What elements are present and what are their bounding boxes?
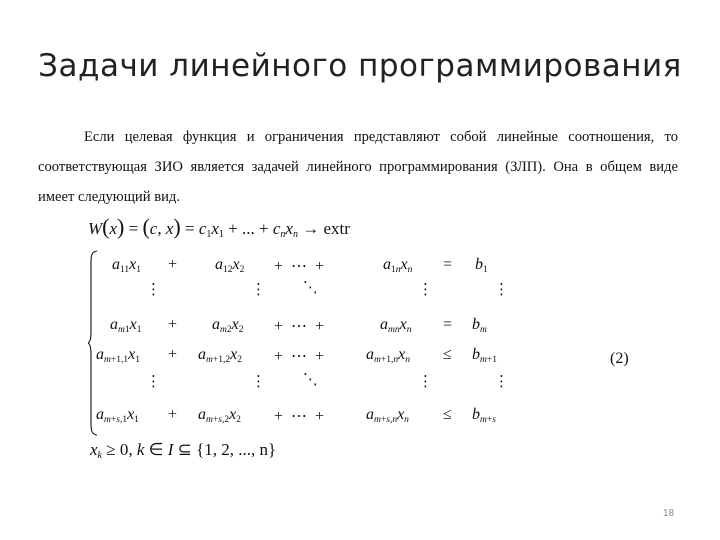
vdots-rhs-b: ⋮: [494, 372, 509, 390]
rowm-relation: =: [443, 316, 453, 333]
page-number: 18: [663, 508, 675, 519]
equation-number: (2): [610, 350, 629, 367]
rowm1-relation: ≤: [443, 346, 452, 363]
rowm-rhs: $b_m$: [472, 316, 487, 335]
rowm-dots: + ⋯ +: [274, 318, 325, 335]
vdots-coln-b: ⋮: [418, 372, 433, 390]
rowms-term2: $a_{m+s,2}x_2$: [198, 406, 241, 425]
rowms-termn: $a_{m+s,n}x_n$: [366, 406, 409, 425]
vdots-col2: ⋮: [251, 280, 266, 298]
rowm1-plus1: +: [168, 346, 178, 363]
row1-termn: $a_{1n}x_n$: [383, 256, 413, 275]
row1-relation: =: [443, 256, 453, 273]
rowms-plus1: +: [168, 406, 178, 423]
row1-term1: $a_{11}x_1$: [112, 256, 142, 275]
slide-title: Задачи линейного программирования: [38, 48, 682, 84]
index-set: {1, 2, ..., n}: [196, 440, 277, 459]
vdots-col1-b: ⋮: [146, 372, 161, 390]
rowm1-term1: $a_{m+1,1}x_1$: [96, 346, 140, 365]
row1-rhs: $b_1$: [475, 256, 488, 275]
ddots: ⋱: [303, 278, 318, 296]
rowm1-dots: + ⋯ +: [274, 348, 325, 365]
nonneg-condition: $x_k \ge 0$, k ∈ I ⊆ {1, 2, ..., n}: [90, 440, 277, 461]
row1-plus1: +: [168, 256, 178, 273]
intro-paragraph: [38, 122, 678, 212]
rowm1-rhs: $b_{m+1}$: [472, 346, 497, 365]
rowm-term2: $a_{m2}x_2$: [212, 316, 244, 335]
rowm-plus1: +: [168, 316, 178, 333]
nonneg-rel: ≥ 0,: [106, 440, 133, 459]
objective-function: W(x) = (c, $x) = c_1x_1$ + ... + $c_nx_n$ → extr: [88, 214, 350, 240]
objective-operator: → extr: [302, 219, 350, 238]
row1-term2: $a_{12}x_2$: [215, 256, 245, 275]
ddots-b: ⋱: [303, 370, 318, 388]
vdots-col1: ⋮: [146, 280, 161, 298]
rowm1-term2: $a_{m+1,2}x_2$: [198, 346, 242, 365]
rowms-term1: $a_{m+s,1}x_1$: [96, 406, 139, 425]
rowms-relation: ≤: [443, 406, 452, 423]
rowm1-termn: $a_{m+1,n}x_n$: [366, 346, 410, 365]
rowm-termn: $a_{mn}x_n$: [380, 316, 412, 335]
vdots-col2-b: ⋮: [251, 372, 266, 390]
vdots-coln: ⋮: [418, 280, 433, 298]
rowm-term1: $a_{m1}x_1$: [110, 316, 142, 335]
rowms-dots: + ⋯ +: [274, 408, 325, 425]
intro-paragraph-text: Если целевая функция и ограничения представляют собой линейные соотношения, то соответствующая ЗИО является задачей линейного программирования (ЗЛП). Она в общем виде имеет следующий вид.: [38, 129, 678, 205]
vdots-rhs: ⋮: [494, 280, 509, 298]
row1-dots: + ⋯ +: [274, 258, 325, 275]
rowms-rhs: $b_{m+s}$: [472, 406, 496, 425]
